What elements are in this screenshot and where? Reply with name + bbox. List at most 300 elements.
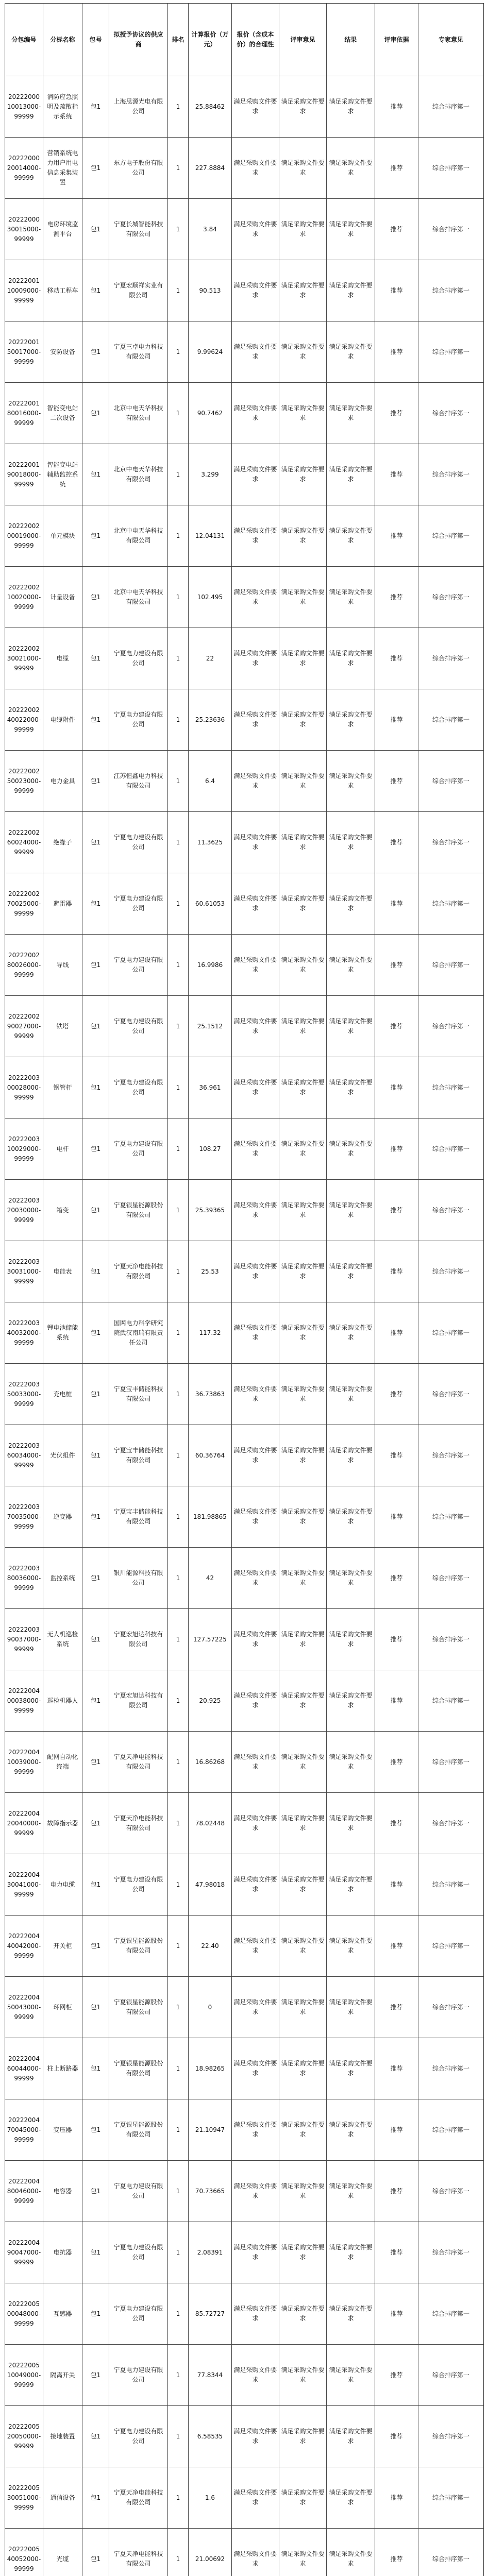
table-cell: 满足采购文件要求 (327, 1486, 375, 1548)
table-cell: 包1 (82, 1302, 109, 1364)
table-cell: 宁夏银星能源股份有限公司 (109, 1916, 168, 1977)
table-cell: 满足采购文件要求 (279, 1670, 327, 1732)
table-cell: 推荐 (375, 444, 418, 505)
table-row (5, 444, 484, 505)
table-cell: 综合排序第一 (418, 260, 484, 321)
table-cell: 1 (168, 628, 189, 689)
table-cell: 25.1512 (189, 996, 232, 1057)
table-cell: 满足采购文件要求 (327, 1916, 375, 1977)
table-cell: 满足采购文件要求 (279, 2038, 327, 2099)
table-cell: 满足采购文件要求 (232, 1180, 279, 1241)
table-cell: 推荐 (375, 2099, 418, 2161)
table-cell: 2022200310029000-99999 (5, 1118, 43, 1180)
table-cell: 2022200300028000-99999 (5, 1057, 43, 1118)
table-cell: 2022200340032000-99999 (5, 1302, 43, 1364)
table-cell: 综合排序第一 (418, 444, 484, 505)
table-cell: 北京中电天华科技有限公司 (109, 444, 168, 505)
table-cell: 监控系统 (43, 1548, 82, 1609)
table-cell: 25.39365 (189, 1180, 232, 1241)
table-cell: 满足采购文件要求 (279, 383, 327, 444)
table-cell: 满足采购文件要求 (232, 1670, 279, 1732)
table-cell: 满足采购文件要求 (232, 444, 279, 505)
table-cell: 满足采购文件要求 (232, 260, 279, 321)
table-cell: 满足采购文件要求 (279, 260, 327, 321)
table-cell: 满足采购文件要求 (232, 1425, 279, 1486)
table-cell: 包1 (82, 260, 109, 321)
table-cell: 推荐 (375, 1977, 418, 2038)
table-cell: 推荐 (375, 1180, 418, 1241)
table-cell: 包1 (82, 138, 109, 199)
table-cell: 包1 (82, 689, 109, 751)
table-cell: 满足采购文件要求 (279, 2161, 327, 2222)
table-cell: 9.99624 (189, 321, 232, 383)
table-cell: 接地装置 (43, 2406, 82, 2467)
table-cell: 满足采购文件要求 (327, 1364, 375, 1425)
table-cell: 6.58535 (189, 2406, 232, 2467)
table-row (5, 1057, 484, 1118)
table-cell: 2022200360034000-99999 (5, 1425, 43, 1486)
table-cell: 包1 (82, 935, 109, 996)
table-cell: 满足采购文件要求 (232, 138, 279, 199)
table-cell: 推荐 (375, 138, 418, 199)
table-row (5, 751, 484, 812)
table-cell: 满足采购文件要求 (279, 628, 327, 689)
table-cell: 2022200320030000-99999 (5, 1180, 43, 1241)
table-cell: 2022200200019000-99999 (5, 505, 43, 567)
table-cell: 1 (168, 444, 189, 505)
table-cell: 满足采购文件要求 (279, 1057, 327, 1118)
table-cell: 推荐 (375, 1732, 418, 1793)
table-cell: 1 (168, 199, 189, 260)
table-cell: 包1 (82, 1425, 109, 1486)
table-cell: 满足采购文件要求 (327, 2529, 375, 2576)
table-cell: 综合排序第一 (418, 1916, 484, 1977)
table-cell: 满足采购文件要求 (232, 2345, 279, 2406)
table-cell: 满足采购文件要求 (327, 76, 375, 138)
table-cell: 满足采购文件要求 (279, 138, 327, 199)
table-cell: 满足采购文件要求 (327, 2161, 375, 2222)
table-cell: 47.98018 (189, 1854, 232, 1916)
table-cell: 宁夏银星能源股份有限公司 (109, 1180, 168, 1241)
table-cell: 满足采购文件要求 (327, 199, 375, 260)
table-cell: 满足采购文件要求 (232, 2222, 279, 2283)
table-cell: 满足采购文件要求 (327, 2345, 375, 2406)
table-cell: 2022200370035000-99999 (5, 1486, 43, 1548)
table-cell: 满足采购文件要求 (327, 1180, 375, 1241)
table-cell: 包1 (82, 2038, 109, 2099)
table-cell: 无人机巡检系统 (43, 1609, 82, 1670)
table-row (5, 383, 484, 444)
header-cell: 排名 (168, 4, 189, 76)
table-cell: 满足采购文件要求 (279, 812, 327, 873)
table-cell: 综合排序第一 (418, 1425, 484, 1486)
table-row (5, 1241, 484, 1302)
table-cell: 181.98865 (189, 1486, 232, 1548)
table-row (5, 2345, 484, 2406)
table-cell: 满足采购文件要求 (327, 1670, 375, 1732)
table-cell: 1 (168, 1425, 189, 1486)
table-cell: 推荐 (375, 1302, 418, 1364)
table-cell: 1.6 (189, 2467, 232, 2529)
header-cell: 结果 (327, 4, 375, 76)
table-cell: 1 (168, 321, 189, 383)
table-cell: 6.4 (189, 751, 232, 812)
table-cell: 满足采购文件要求 (279, 1854, 327, 1916)
table-row (5, 1916, 484, 1977)
table-cell: 宁夏宏旭达科技有限公司 (109, 1609, 168, 1670)
table-cell: 推荐 (375, 2345, 418, 2406)
table-cell: 综合排序第一 (418, 2406, 484, 2467)
table-cell: 宁夏天净电能科技有限公司 (109, 1241, 168, 1302)
table-cell: 综合排序第一 (418, 1302, 484, 1364)
table-cell: 包1 (82, 2099, 109, 2161)
table-cell: 25.53 (189, 1241, 232, 1302)
table-cell: 227.8884 (189, 138, 232, 199)
table-cell: 推荐 (375, 567, 418, 628)
table-cell: 包1 (82, 505, 109, 567)
table-cell: 1 (168, 751, 189, 812)
table-cell: 宁夏电力建设有限公司 (109, 873, 168, 935)
table-cell: 综合排序第一 (418, 689, 484, 751)
table-cell: 安防设备 (43, 321, 82, 383)
table-cell: 2022200510049000-99999 (5, 2345, 43, 2406)
table-row (5, 689, 484, 751)
table-cell: 满足采购文件要求 (232, 2467, 279, 2529)
table-cell: 综合排序第一 (418, 1118, 484, 1180)
table-cell: 宁夏天净电能科技有限公司 (109, 2467, 168, 2529)
table-cell: 综合排序第一 (418, 1854, 484, 1916)
table-row (5, 2467, 484, 2529)
header-cell: 包号 (82, 4, 109, 76)
table-cell: 2022200380036000-99999 (5, 1548, 43, 1609)
table-cell: 1 (168, 1548, 189, 1609)
table-cell: 开关柜 (43, 1916, 82, 1977)
table-cell: 满足采购文件要求 (232, 321, 279, 383)
table-cell: 2022200430041000-99999 (5, 1854, 43, 1916)
table-cell: 满足采购文件要求 (279, 2283, 327, 2345)
table-cell: 满足采购文件要求 (327, 873, 375, 935)
table-cell: 推荐 (375, 2529, 418, 2576)
table-cell: 综合排序第一 (418, 1670, 484, 1732)
table-cell: 1 (168, 2529, 189, 2576)
table-cell: 智能变电站辅助监控系统 (43, 444, 82, 505)
table-cell: 电力金具 (43, 751, 82, 812)
table-cell: 包1 (82, 1609, 109, 1670)
table-cell: 满足采购文件要求 (327, 2467, 375, 2529)
table-row (5, 1854, 484, 1916)
table-cell: 宁夏电力建设有限公司 (109, 2161, 168, 2222)
table-cell: 包1 (82, 2467, 109, 2529)
table-cell: 1 (168, 1057, 189, 1118)
table-cell: 2022200020014000-99999 (5, 138, 43, 199)
table-cell: 满足采购文件要求 (232, 567, 279, 628)
table-cell: 满足采购文件要求 (327, 1241, 375, 1302)
table-cell: 1 (168, 1732, 189, 1793)
table-cell: 36.961 (189, 1057, 232, 1118)
table-cell: 满足采购文件要求 (327, 935, 375, 996)
table-cell: 2022200030015000-99999 (5, 199, 43, 260)
table-cell: 1 (168, 1670, 189, 1732)
table-cell: 1 (168, 2161, 189, 2222)
table-cell: 满足采购文件要求 (327, 628, 375, 689)
header-cell: 报价（含成本价）的合理性 (232, 4, 279, 76)
table-cell: 综合排序第一 (418, 1057, 484, 1118)
table-cell: 综合排序第一 (418, 1793, 484, 1854)
table-cell: 90.7462 (189, 383, 232, 444)
table-cell: 2022200540052000-99999 (5, 2529, 43, 2576)
table-cell: 满足采购文件要求 (279, 2467, 327, 2529)
table-row (5, 2161, 484, 2222)
table-cell: 11.3625 (189, 812, 232, 873)
table-cell: 综合排序第一 (418, 2222, 484, 2283)
table-cell: 满足采购文件要求 (279, 1364, 327, 1425)
table-cell: 78.02448 (189, 1793, 232, 1854)
table-cell: 满足采购文件要求 (279, 199, 327, 260)
table-cell: 满足采购文件要求 (279, 76, 327, 138)
table-row (5, 873, 484, 935)
table-cell: 综合排序第一 (418, 996, 484, 1057)
table-cell: 1 (168, 505, 189, 567)
table-cell: 宁夏宏旭达科技有限公司 (109, 1670, 168, 1732)
table-cell: 1 (168, 2345, 189, 2406)
table-cell: 满足采购文件要求 (232, 1854, 279, 1916)
table-cell: 满足采购文件要求 (279, 2345, 327, 2406)
table-cell: 营销系统电力用户用电信息采集装置 (43, 138, 82, 199)
table-cell: 2022200250023000-99999 (5, 751, 43, 812)
table-cell: 1 (168, 567, 189, 628)
table-cell: 2022200470045000-99999 (5, 2099, 43, 2161)
table-cell: 宁夏宏顺祥实业有限公司 (109, 260, 168, 321)
header-row (5, 4, 484, 76)
table-cell: 推荐 (375, 2038, 418, 2099)
table-cell: 满足采购文件要求 (232, 1241, 279, 1302)
table-row (5, 996, 484, 1057)
table-cell: 宁夏电力建设有限公司 (109, 2345, 168, 2406)
table-cell: 推荐 (375, 628, 418, 689)
table-row (5, 1609, 484, 1670)
table-cell: 包1 (82, 1793, 109, 1854)
table-row (5, 1793, 484, 1854)
table-cell: 满足采购文件要求 (279, 321, 327, 383)
table-cell: 宁夏电力建设有限公司 (109, 996, 168, 1057)
table-cell: 2.08391 (189, 2222, 232, 2283)
table-row (5, 2222, 484, 2283)
table-cell: 综合排序第一 (418, 2161, 484, 2222)
table-cell: 电缆 (43, 628, 82, 689)
table-cell: 108.27 (189, 1118, 232, 1180)
table-cell: 1 (168, 1854, 189, 1916)
table-cell: 宁夏宝丰储能科技有限公司 (109, 1425, 168, 1486)
table-cell: 满足采购文件要求 (279, 996, 327, 1057)
table-cell: 锂电池储能系统 (43, 1302, 82, 1364)
table-cell: 包1 (82, 628, 109, 689)
table-cell: 满足采购文件要求 (279, 1916, 327, 1977)
table-cell: 上海思源光电有限公司 (109, 76, 168, 138)
table-cell: 包1 (82, 751, 109, 812)
table-cell: 满足采购文件要求 (232, 689, 279, 751)
table-cell: 推荐 (375, 873, 418, 935)
table-cell: 满足采购文件要求 (232, 1609, 279, 1670)
table-cell: 满足采购文件要求 (232, 2038, 279, 2099)
table-cell: 2022200210020000-99999 (5, 567, 43, 628)
table-cell: 综合排序第一 (418, 2345, 484, 2406)
table-cell: 117.32 (189, 1302, 232, 1364)
table-cell: 综合排序第一 (418, 751, 484, 812)
table-cell: 综合排序第一 (418, 1977, 484, 2038)
table-cell: 2022200460044000-99999 (5, 2038, 43, 2099)
table-cell: 推荐 (375, 1057, 418, 1118)
table-cell: 满足采购文件要求 (232, 2406, 279, 2467)
table-cell: 推荐 (375, 383, 418, 444)
table-cell: 满足采购文件要求 (232, 812, 279, 873)
table-cell: 宁夏宝丰储能科技有限公司 (109, 1364, 168, 1425)
table-cell: 满足采购文件要求 (232, 2283, 279, 2345)
table-cell: 满足采购文件要求 (232, 2099, 279, 2161)
table-cell: 2022200410039000-99999 (5, 1732, 43, 1793)
table-cell: 60.61053 (189, 873, 232, 935)
table-cell: 1 (168, 1180, 189, 1241)
table-cell: 满足采购文件要求 (327, 1548, 375, 1609)
table-cell: 1 (168, 812, 189, 873)
table-cell: 满足采购文件要求 (327, 1732, 375, 1793)
table-cell: 满足采购文件要求 (279, 1486, 327, 1548)
table-cell: 22.40 (189, 1916, 232, 1977)
table-cell: 宁夏三卓电力科技有限公司 (109, 321, 168, 383)
table-cell: 推荐 (375, 1548, 418, 1609)
table-cell: 25.88462 (189, 76, 232, 138)
table-cell: 推荐 (375, 1241, 418, 1302)
table-cell: 综合排序第一 (418, 321, 484, 383)
table-cell: 综合排序第一 (418, 383, 484, 444)
table-cell: 0 (189, 1977, 232, 2038)
table-row (5, 935, 484, 996)
table-cell: 智能变电站二次设备 (43, 383, 82, 444)
table-cell: 综合排序第一 (418, 1548, 484, 1609)
table-cell: 综合排序第一 (418, 812, 484, 873)
table-cell: 充电桩 (43, 1364, 82, 1425)
table-cell: 推荐 (375, 2406, 418, 2467)
table-cell: 包1 (82, 2222, 109, 2283)
table-cell: 综合排序第一 (418, 138, 484, 199)
table-cell: 满足采购文件要求 (279, 1302, 327, 1364)
table-cell: 42 (189, 1548, 232, 1609)
table-cell: 电力电缆 (43, 1854, 82, 1916)
table-cell: 满足采购文件要求 (232, 873, 279, 935)
table-cell: 满足采购文件要求 (279, 873, 327, 935)
table-cell: 36.73863 (189, 1364, 232, 1425)
table-cell: 北京中电天华科技有限公司 (109, 567, 168, 628)
table-cell: 电能表 (43, 1241, 82, 1302)
table-cell: 综合排序第一 (418, 935, 484, 996)
table-cell: 2022200530051000-99999 (5, 2467, 43, 2529)
table-cell: 满足采购文件要求 (327, 996, 375, 1057)
table-cell: 消防应急照明及疏散指示系统 (43, 76, 82, 138)
table-row (5, 1302, 484, 1364)
table-cell: 电缆附件 (43, 689, 82, 751)
table-cell: 柱上断路器 (43, 2038, 82, 2099)
table-cell: 满足采购文件要求 (279, 2406, 327, 2467)
table-cell: 1 (168, 76, 189, 138)
table-row (5, 2406, 484, 2467)
table-cell: 满足采购文件要求 (327, 444, 375, 505)
table-cell: 宁夏电力建设有限公司 (109, 689, 168, 751)
table-cell: 包1 (82, 1854, 109, 1916)
table-cell: 1 (168, 2467, 189, 2529)
table-row (5, 1118, 484, 1180)
table-cell: 2022200180016000-99999 (5, 383, 43, 444)
table-cell: 1 (168, 935, 189, 996)
table-cell: 宁夏电力建设有限公司 (109, 1854, 168, 1916)
table-cell: 隔离开关 (43, 2345, 82, 2406)
evaluation-results-table (5, 3, 484, 2576)
table-cell: 满足采购文件要求 (327, 1057, 375, 1118)
table-row (5, 1364, 484, 1425)
table-cell: 满足采购文件要求 (232, 199, 279, 260)
table-cell: 12.04131 (189, 505, 232, 567)
table-cell: 2022200400038000-99999 (5, 1670, 43, 1732)
table-cell: 综合排序第一 (418, 628, 484, 689)
table-cell: 满足采购文件要求 (327, 2099, 375, 2161)
table-cell: 北京中电天华科技有限公司 (109, 505, 168, 567)
table-cell: 满足采购文件要求 (279, 689, 327, 751)
table-cell: 满足采购文件要求 (327, 2283, 375, 2345)
table-cell: 推荐 (375, 996, 418, 1057)
table-cell: 2022200450043000-99999 (5, 1977, 43, 2038)
table-cell: 1 (168, 2406, 189, 2467)
table-cell: 单元模块 (43, 505, 82, 567)
table-cell: 宁夏天净电能科技有限公司 (109, 2529, 168, 2576)
table-cell: 推荐 (375, 689, 418, 751)
table-cell: 满足采购文件要求 (327, 1977, 375, 2038)
table-cell: 满足采购文件要求 (279, 1732, 327, 1793)
table-cell: 满足采购文件要求 (279, 1609, 327, 1670)
table-cell: 满足采购文件要求 (232, 1057, 279, 1118)
table-cell: 1 (168, 1486, 189, 1548)
table-cell: 综合排序第一 (418, 2467, 484, 2529)
header-cell: 专家意见 (418, 4, 484, 76)
table-cell: 满足采购文件要求 (279, 1793, 327, 1854)
table-cell: 银川能源科技有限公司 (109, 1548, 168, 1609)
table-cell: 满足采购文件要求 (279, 1241, 327, 1302)
table-cell: 满足采购文件要求 (279, 935, 327, 996)
header-cell: 评审意见 (279, 4, 327, 76)
table-cell: 综合排序第一 (418, 1486, 484, 1548)
table-cell: 电杆 (43, 1118, 82, 1180)
table-row (5, 1670, 484, 1732)
table-cell: 1 (168, 1302, 189, 1364)
table-cell: 满足采购文件要求 (327, 2222, 375, 2283)
table-cell: 22 (189, 628, 232, 689)
table-cell: 北京中电天华科技有限公司 (109, 383, 168, 444)
table-cell: 宁夏电力建设有限公司 (109, 812, 168, 873)
table-cell: 1 (168, 1916, 189, 1977)
table-cell: 16.9986 (189, 935, 232, 996)
table-cell: 2022200330031000-99999 (5, 1241, 43, 1302)
table-cell: 2022200290027000-99999 (5, 996, 43, 1057)
table-cell: 宁夏银星能源股份有限公司 (109, 2099, 168, 2161)
table-cell: 满足采购文件要求 (232, 1364, 279, 1425)
table-cell: 包1 (82, 1977, 109, 2038)
table-cell: 满足采购文件要求 (279, 1977, 327, 2038)
table-cell: 85.72727 (189, 2283, 232, 2345)
table-cell: 综合排序第一 (418, 567, 484, 628)
table-cell: 国网电力科学研究院武汉南瑞有限责任公司 (109, 1302, 168, 1364)
table-body (5, 76, 484, 2576)
table-cell: 配网自动化终端 (43, 1732, 82, 1793)
table-cell: 2022200440042000-99999 (5, 1916, 43, 1977)
table-cell: 满足采购文件要求 (232, 1793, 279, 1854)
table-cell: 宁夏宝丰储能科技有限公司 (109, 1486, 168, 1548)
